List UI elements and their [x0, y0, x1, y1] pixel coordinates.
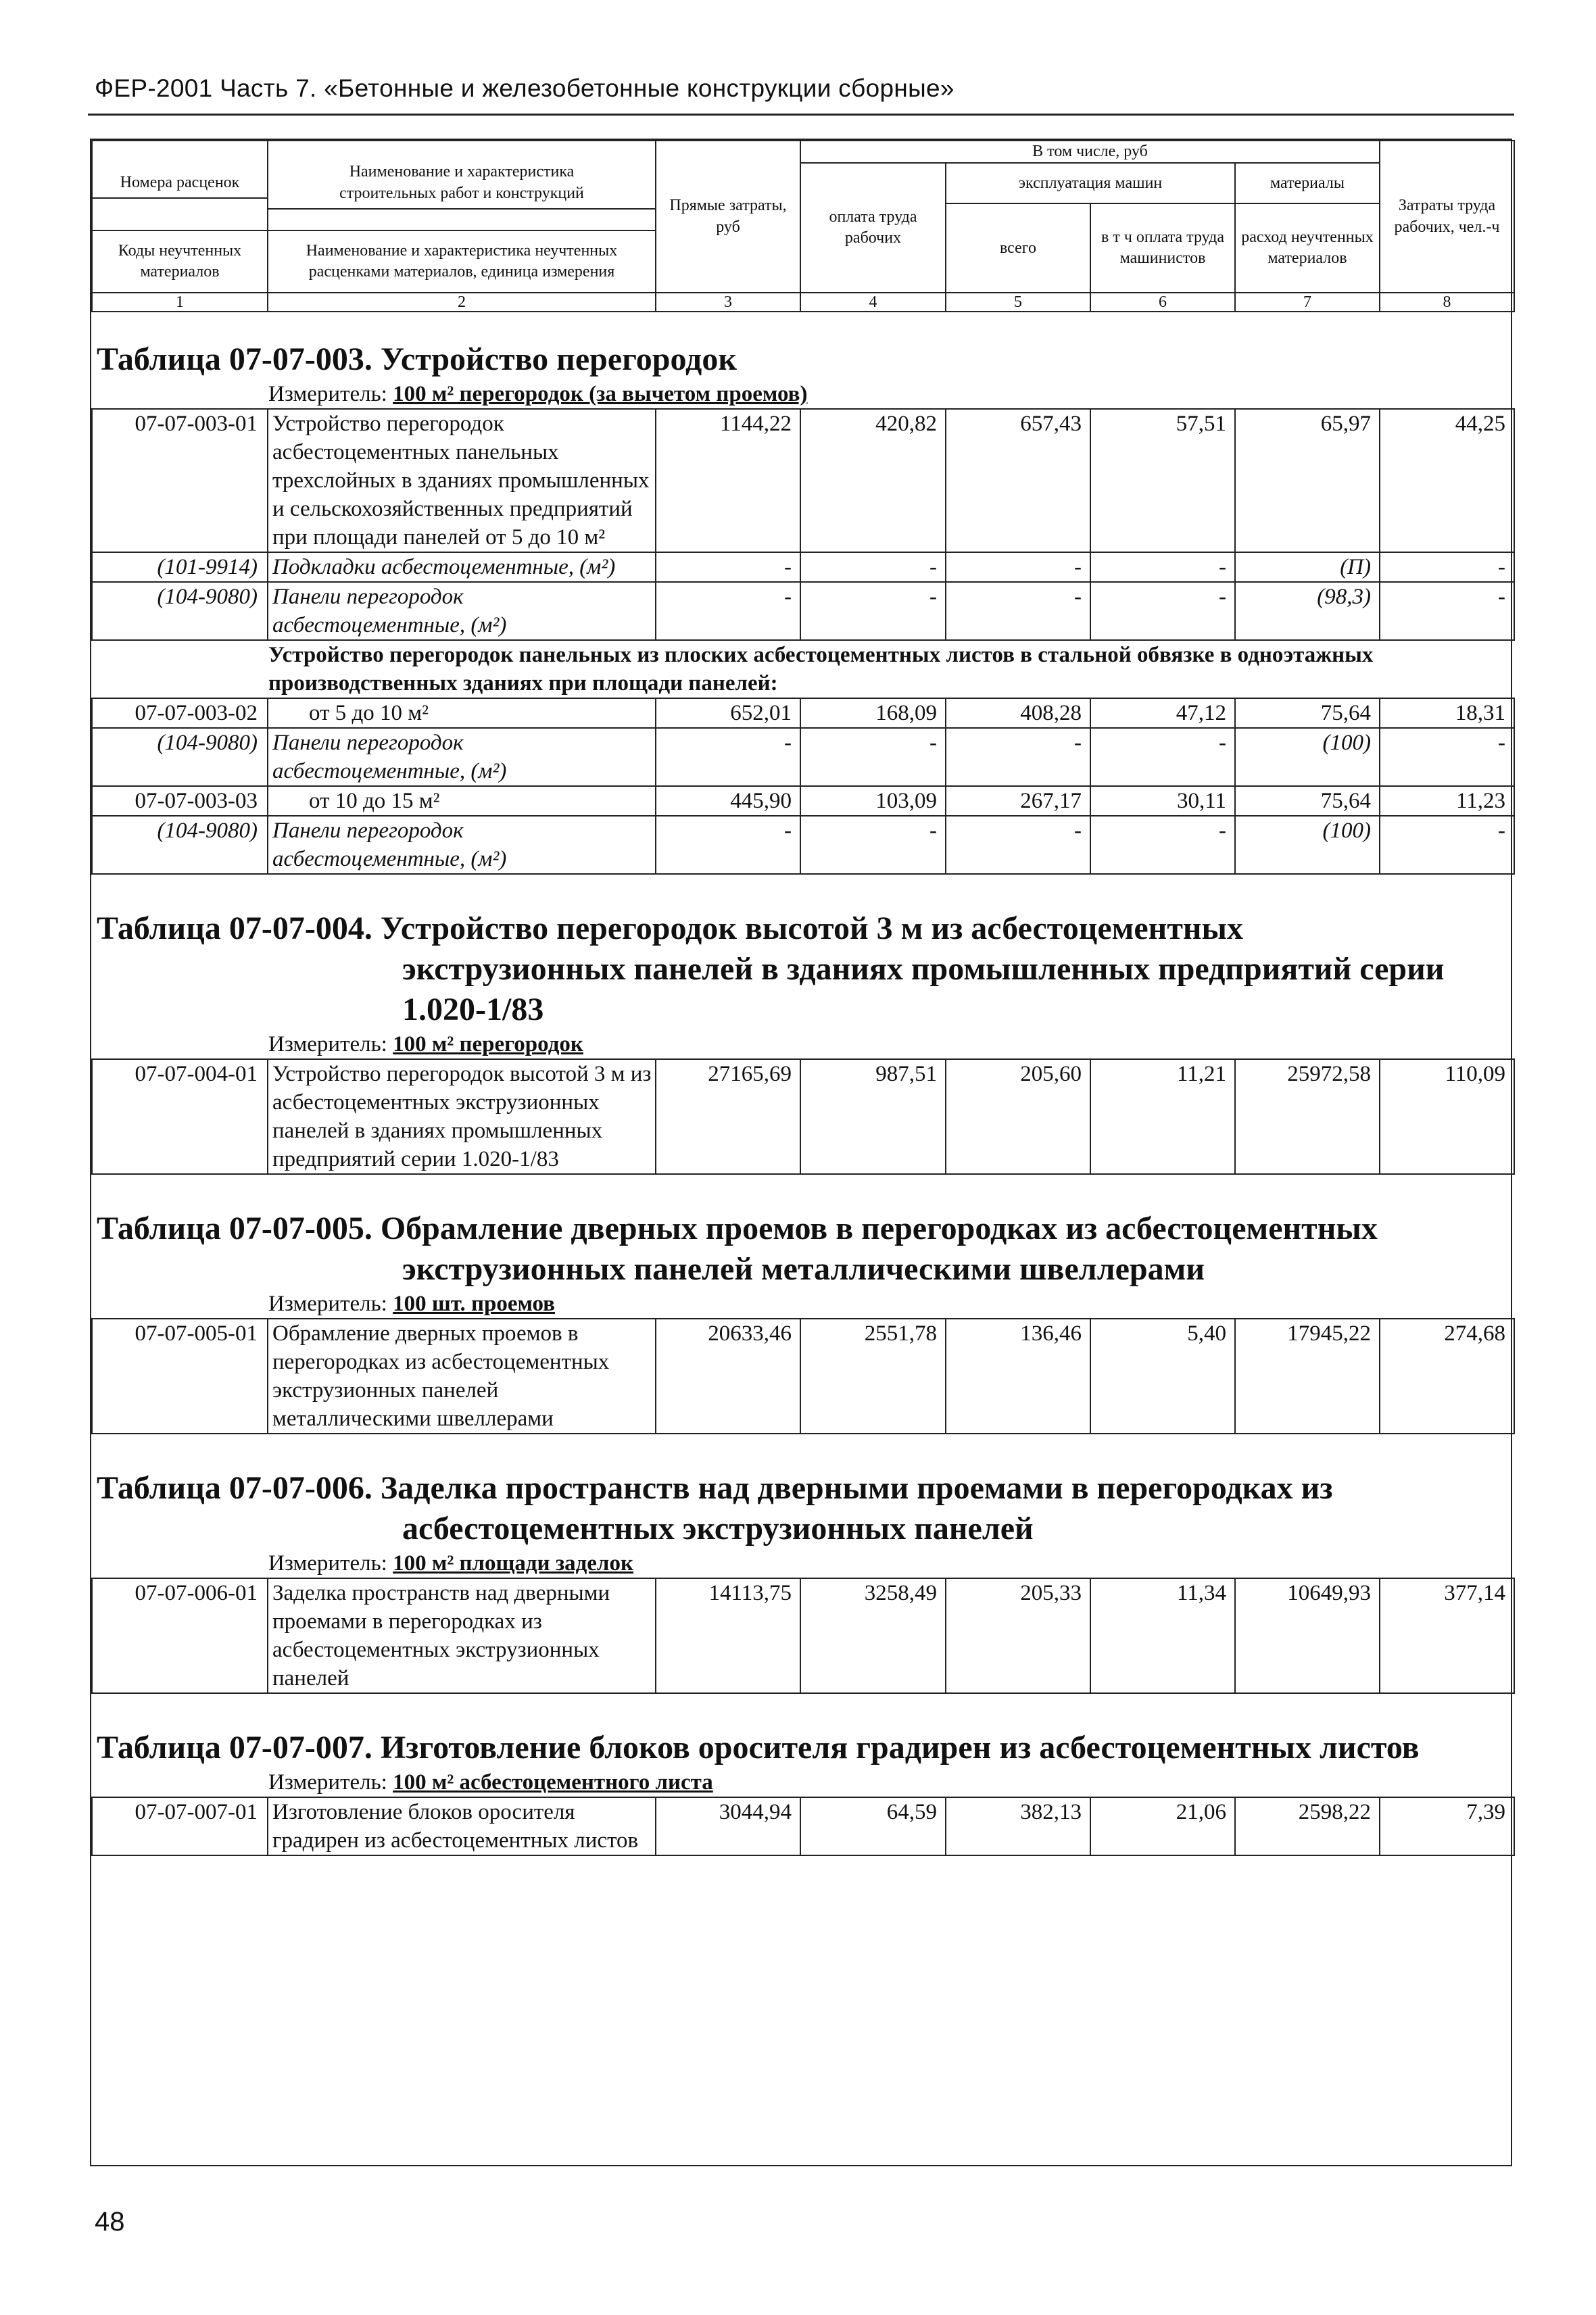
rate-code: 07-07-007-01	[92, 1797, 268, 1855]
section-title	[91, 1468, 1511, 1549]
measure-value: 100 шт. проемов	[393, 1292, 556, 1317]
cell-labor: 420,82	[800, 409, 946, 552]
mach-header: эксплуатация машин	[946, 163, 1235, 203]
colnum: 5	[946, 293, 1090, 312]
cell: (100)	[1235, 816, 1380, 874]
material-code: (101-9914)	[92, 552, 268, 582]
material-row	[92, 816, 1514, 874]
material-name: Подкладки асбестоцементные, (м²)	[268, 552, 656, 582]
measure-prefix: Измеритель:	[268, 382, 387, 407]
col1-top: Номера расценок	[93, 172, 267, 199]
cell-labor: 3258,49	[800, 1578, 946, 1693]
cell-direct: 652,01	[656, 698, 800, 728]
rate-name: Устройство перегородок высотой 3 м из асбестоцементных экструзионных панелей в зданиях промышленных предприятий серии 1.020-1/83	[268, 1059, 656, 1174]
rate-name: от 10 до 15 м²	[268, 786, 656, 816]
section-title-line: экструзионных панелей в зданиях промышленных предприятий серии	[402, 951, 1445, 988]
table-row	[92, 1319, 1514, 1434]
cell-direct: 445,90	[656, 786, 800, 816]
table-row	[92, 409, 1514, 552]
section-title-line: экструзионных панелей металлическими швеллерами	[402, 1251, 1205, 1288]
table-row	[92, 1578, 1514, 1693]
material-code: (104-9080)	[92, 816, 268, 874]
measure-prefix: Измеритель:	[268, 1292, 387, 1317]
section-title	[91, 908, 1511, 1030]
rate-name: Заделка пространств над дверными проемами в перегородках из асбестоцементных экструзионных панелей	[268, 1578, 656, 1693]
cell-operators: 21,06	[1090, 1797, 1235, 1855]
colnum: 8	[1380, 293, 1514, 312]
rate-code: 07-07-003-02	[92, 698, 268, 728]
group-note: Устройство перегородок панельных из плоских асбестоцементных листов в стальной обвязке в одноэтажных производственных зданиях при площади панелей:	[268, 643, 1374, 696]
cell-direct: 3044,94	[656, 1797, 800, 1855]
cell-materials: 65,97	[1235, 409, 1380, 552]
section-title: Таблица 07-07-007. Изготовление блоков оросителя градирен из асбестоцементных листов	[97, 1730, 1420, 1766]
colnum: 7	[1235, 293, 1380, 312]
material-row	[92, 582, 1514, 640]
cell-materials: 75,64	[1235, 786, 1380, 816]
material-row	[92, 552, 1514, 582]
cell-hours: 18,31	[1380, 698, 1514, 728]
incl-header: В том числе, руб	[800, 141, 1380, 163]
material-name: Панели перегородок асбестоцементные, (м²)	[268, 582, 656, 640]
col2-header	[268, 141, 656, 230]
colnum: 6	[1090, 293, 1235, 312]
col8-header: Затраты труда рабочих, чел.-ч	[1380, 141, 1514, 293]
cell-materials: 17945,22	[1235, 1319, 1380, 1434]
table-07-07-003	[91, 312, 1511, 875]
column-header-table	[91, 140, 1515, 312]
section-title	[91, 1209, 1511, 1290]
section-title-line: Таблица 07-07-004. Устройство перегородок высотой 3 м из асбестоцементных	[97, 910, 1244, 947]
cell: -	[800, 552, 946, 582]
section-title-line: 1.020-1/83	[402, 992, 544, 1028]
measure-value: 100 м² перегородок	[393, 1032, 583, 1057]
measure-value: 100 м² перегородок (за вычетом проемов)	[393, 382, 808, 407]
table-row	[92, 1797, 1514, 1855]
col3-header: Прямые затраты, руб	[656, 141, 800, 293]
col1-header	[92, 141, 268, 230]
cell-labor: 2551,78	[800, 1319, 946, 1434]
cell-machines: 205,33	[946, 1578, 1090, 1693]
cell: -	[946, 582, 1090, 640]
rate-code: 07-07-004-01	[92, 1059, 268, 1174]
table-07-07-007	[91, 1694, 1511, 1856]
table-07-07-006	[91, 1434, 1511, 1694]
rates-table	[90, 139, 1512, 2166]
cell-labor: 103,09	[800, 786, 946, 816]
cell: -	[656, 552, 800, 582]
col4-header: оплата труда рабочих	[800, 163, 946, 293]
cell-machines: 136,46	[946, 1319, 1090, 1434]
rate-name: Обрамление дверных проемов в перегородках из асбестоцементных экструзионных панелей металлическими швеллерами	[268, 1319, 656, 1434]
cell: -	[946, 816, 1090, 874]
rate-name: Устройство перегородок асбестоцементных панельных трехслойных в зданиях промышленных и сельскохозяйственных предприятий при площади панелей от 5 до 10 м²	[268, 409, 656, 552]
section-title-line: Таблица 07-07-005. Обрамление дверных проемов в перегородках из асбестоцементных	[97, 1211, 1378, 1247]
rate-code: 07-07-003-01	[92, 409, 268, 552]
rates-block	[91, 1797, 1515, 1856]
material-name: Панели перегородок асбестоцементные, (м²)	[268, 816, 656, 874]
cell-operators: 11,34	[1090, 1578, 1235, 1693]
cell: -	[1380, 582, 1514, 640]
col1-bottom: Коды неучтенных материалов	[92, 230, 268, 293]
page-header: ФЕР-2001 Часть 7. «Бетонные и железобетонные конструкции сборные»	[95, 74, 954, 102]
cell-operators: 57,51	[1090, 409, 1235, 552]
cell-hours: 11,23	[1380, 786, 1514, 816]
material-row	[92, 728, 1514, 786]
cell-hours: 7,39	[1380, 1797, 1514, 1855]
cell-materials: 10649,93	[1235, 1578, 1380, 1693]
cell-machines: 205,60	[946, 1059, 1090, 1174]
cell: (100)	[1235, 728, 1380, 786]
col2-top: Наименование и характеристика строительных работ и конструкций	[268, 162, 655, 209]
cell: -	[1090, 552, 1235, 582]
col5-header: всего	[946, 203, 1090, 293]
cell-direct: 1144,22	[656, 409, 800, 552]
table-row	[92, 786, 1514, 816]
cell: -	[800, 582, 946, 640]
cell: -	[1380, 728, 1514, 786]
cell: -	[946, 552, 1090, 582]
cell-direct: 27165,69	[656, 1059, 800, 1174]
colnum: 2	[268, 293, 656, 312]
mat-header: материалы	[1235, 163, 1380, 203]
cell-operators: 30,11	[1090, 786, 1235, 816]
section-title-line: Таблица 07-07-006. Заделка пространств над дверными проемами в перегородках из	[97, 1470, 1333, 1507]
colnum: 4	[800, 293, 946, 312]
cell-materials: 75,64	[1235, 698, 1380, 728]
rates-block	[91, 698, 1515, 875]
cell: -	[800, 816, 946, 874]
material-code: (104-9080)	[92, 728, 268, 786]
colnum: 3	[656, 293, 800, 312]
measure-value: 100 м² площади заделок	[393, 1551, 633, 1576]
cell: -	[656, 816, 800, 874]
cell-hours: 44,25	[1380, 409, 1514, 552]
measure-line	[91, 1030, 1511, 1058]
cell: -	[1090, 816, 1235, 874]
cell-direct: 20633,46	[656, 1319, 800, 1434]
section-title-line: асбестоцементных экструзионных панелей	[402, 1511, 1034, 1547]
page-number: 48	[95, 2207, 125, 2237]
table-row	[92, 698, 1514, 728]
cell: (П)	[1235, 552, 1380, 582]
cell-operators: 5,40	[1090, 1319, 1235, 1434]
measure-prefix: Измеритель:	[268, 1551, 387, 1576]
cell-hours: 377,14	[1380, 1578, 1514, 1693]
table-07-07-005	[91, 1175, 1511, 1434]
rate-code: 07-07-003-03	[92, 786, 268, 816]
colnum: 1	[92, 293, 268, 312]
cell-labor: 987,51	[800, 1059, 946, 1174]
cell: -	[1090, 728, 1235, 786]
section-title: Таблица 07-07-003. Устройство перегородок	[97, 341, 737, 378]
cell: -	[1380, 552, 1514, 582]
measure-value: 100 м² асбестоцементного листа	[393, 1770, 713, 1795]
cell: -	[946, 728, 1090, 786]
rates-block	[91, 1058, 1515, 1175]
measure-line	[91, 1549, 1511, 1578]
cell-operators: 47,12	[1090, 698, 1235, 728]
cell-machines: 657,43	[946, 409, 1090, 552]
material-code: (104-9080)	[92, 582, 268, 640]
cell: -	[800, 728, 946, 786]
table-07-07-004	[91, 875, 1511, 1175]
cell-machines: 267,17	[946, 786, 1090, 816]
rate-code: 07-07-005-01	[92, 1319, 268, 1434]
cell: -	[1380, 816, 1514, 874]
measure-line	[91, 1768, 1511, 1797]
header-rule	[88, 114, 1514, 116]
cell: -	[656, 582, 800, 640]
measure-prefix: Измеритель:	[268, 1032, 387, 1057]
cell-materials: 25972,58	[1235, 1059, 1380, 1174]
cell-hours: 110,09	[1380, 1059, 1514, 1174]
cell-machines: 408,28	[946, 698, 1090, 728]
cell-operators: 11,21	[1090, 1059, 1235, 1174]
measure-prefix: Измеритель:	[268, 1770, 387, 1795]
cell-labor: 168,09	[800, 698, 946, 728]
table-row	[92, 1059, 1514, 1174]
cell: (98,3)	[1235, 582, 1380, 640]
rate-code: 07-07-006-01	[92, 1578, 268, 1693]
rates-block	[91, 1578, 1515, 1694]
col2-bottom: Наименование и характеристика неучтенных расценками материалов, единица измерения	[268, 230, 656, 293]
rates-block	[91, 408, 1515, 641]
col6-header: в т ч оплата труда машинистов	[1090, 203, 1235, 293]
cell-materials: 2598,22	[1235, 1797, 1380, 1855]
material-name: Панели перегородок асбестоцементные, (м²)	[268, 728, 656, 786]
measure-line	[91, 1290, 1511, 1318]
rate-name: Изготовление блоков оросителя градирен из асбестоцементных листов	[268, 1797, 656, 1855]
rate-name: от 5 до 10 м²	[268, 698, 656, 728]
measure-line	[91, 380, 1511, 408]
cell-direct: 14113,75	[656, 1578, 800, 1693]
cell-machines: 382,13	[946, 1797, 1090, 1855]
rates-block	[91, 1318, 1515, 1434]
cell: -	[656, 728, 800, 786]
cell: -	[1090, 582, 1235, 640]
cell-hours: 274,68	[1380, 1319, 1514, 1434]
col7-header: расход неучтенных материалов	[1235, 203, 1380, 293]
cell-labor: 64,59	[800, 1797, 946, 1855]
